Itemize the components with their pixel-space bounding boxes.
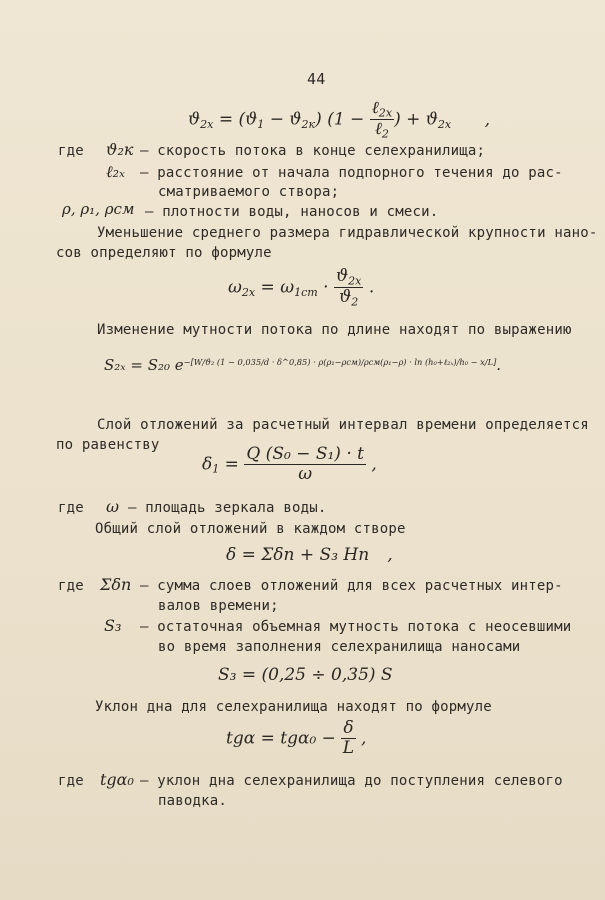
def-sum-cont: валов времени; bbox=[158, 598, 279, 614]
where-label-3: где bbox=[58, 578, 84, 594]
def-l2x-cont: сматриваемого створа; bbox=[158, 184, 340, 200]
where-label-4: где bbox=[58, 773, 84, 789]
def-l2x: – расстояние от начала подпорного течения до рас- bbox=[140, 165, 563, 181]
formula-residual-turbidity: S₃ = (0,25 ÷ 0,35) S bbox=[218, 665, 393, 685]
para-4: Общий слой отложений в каждом створе bbox=[95, 521, 406, 537]
formula-deposit-layer: $\delta_1$ = $\frac{\text{Q (S₀ − S₁) · t}}{\omega}$ , bbox=[202, 444, 377, 484]
symbol-sum: Σδп bbox=[100, 575, 132, 594]
def-v2k: – скорость потока в конце селехранилища; bbox=[140, 143, 486, 159]
symbol-s3: S₃ bbox=[104, 616, 122, 635]
symbol-l2x: ℓ₂ₓ bbox=[106, 162, 125, 181]
formula-bed-slope: tgα = tgα₀ − $\frac{\delta}{L}$ , bbox=[226, 718, 367, 758]
para-1a: Уменьшение среднего размера гидравлической крупности нано- bbox=[97, 225, 598, 241]
symbol-omega: ω bbox=[106, 497, 120, 516]
def-s3: – остаточная объемная мутность потока с неосевшими bbox=[140, 619, 572, 635]
def-s3-cont: во время заполнения селехранилища наносами bbox=[158, 639, 521, 655]
def-tga0: – уклон дна селехранилища до поступления селевого bbox=[140, 773, 563, 789]
where-label: где bbox=[58, 143, 84, 159]
def-tga0-cont: паводка. bbox=[158, 793, 228, 809]
formula-total-layer: δ = Σδп + S₃ Hп , bbox=[226, 545, 393, 565]
para-3a: Слой отложений за расчетный интервал времени определяется bbox=[97, 417, 589, 433]
para-3b: по равенству bbox=[56, 437, 160, 453]
symbol-tga0: tgα₀ bbox=[100, 770, 134, 789]
formula-velocity: $ϑ_{2x} = (ϑ_1 - ϑ_{2к}) (1$ − $\frac{\ell_{2x}}{\ell_2}$ ) + $ϑ_{2x}$ , bbox=[188, 98, 490, 141]
where-label-2: где bbox=[58, 500, 84, 516]
def-omega: – площадь зеркала воды. bbox=[128, 500, 327, 516]
para-2: Изменение мутности потока по длине находят по выражению bbox=[97, 322, 572, 338]
symbol-v2k: ϑ₂к bbox=[106, 140, 134, 159]
def-densities: – плотности воды, наносов и смеси. bbox=[145, 204, 439, 220]
formula-fall-velocity: $\omega_{2x} = \omega_{1ст}$ · $\frac{ϑ_{2x}}{ϑ_2}$ . bbox=[228, 266, 375, 309]
page-number: 44 bbox=[307, 70, 326, 88]
formula-turbidity: S₂ₓ = S₂₀ $e^{-[W/ϑ_2 (1 - 0,035/d \cdot \delta\^{}0,85) \cdot \rho(\rho_1-\rho см)/\rho см(\rho_1-\rho) \cdot ln (h_0+\ell_{2x})/h_0 - x/L]}$. bbox=[104, 356, 502, 374]
para-1b: сов определяют по формуле bbox=[56, 245, 272, 261]
para-5: Уклон дна для селехранилища находят по формуле bbox=[95, 699, 492, 715]
symbol-densities: ρ, ρ₁, ρсм bbox=[62, 200, 135, 218]
def-sum: – сумма слоев отложений для всех расчетных интер- bbox=[140, 578, 563, 594]
